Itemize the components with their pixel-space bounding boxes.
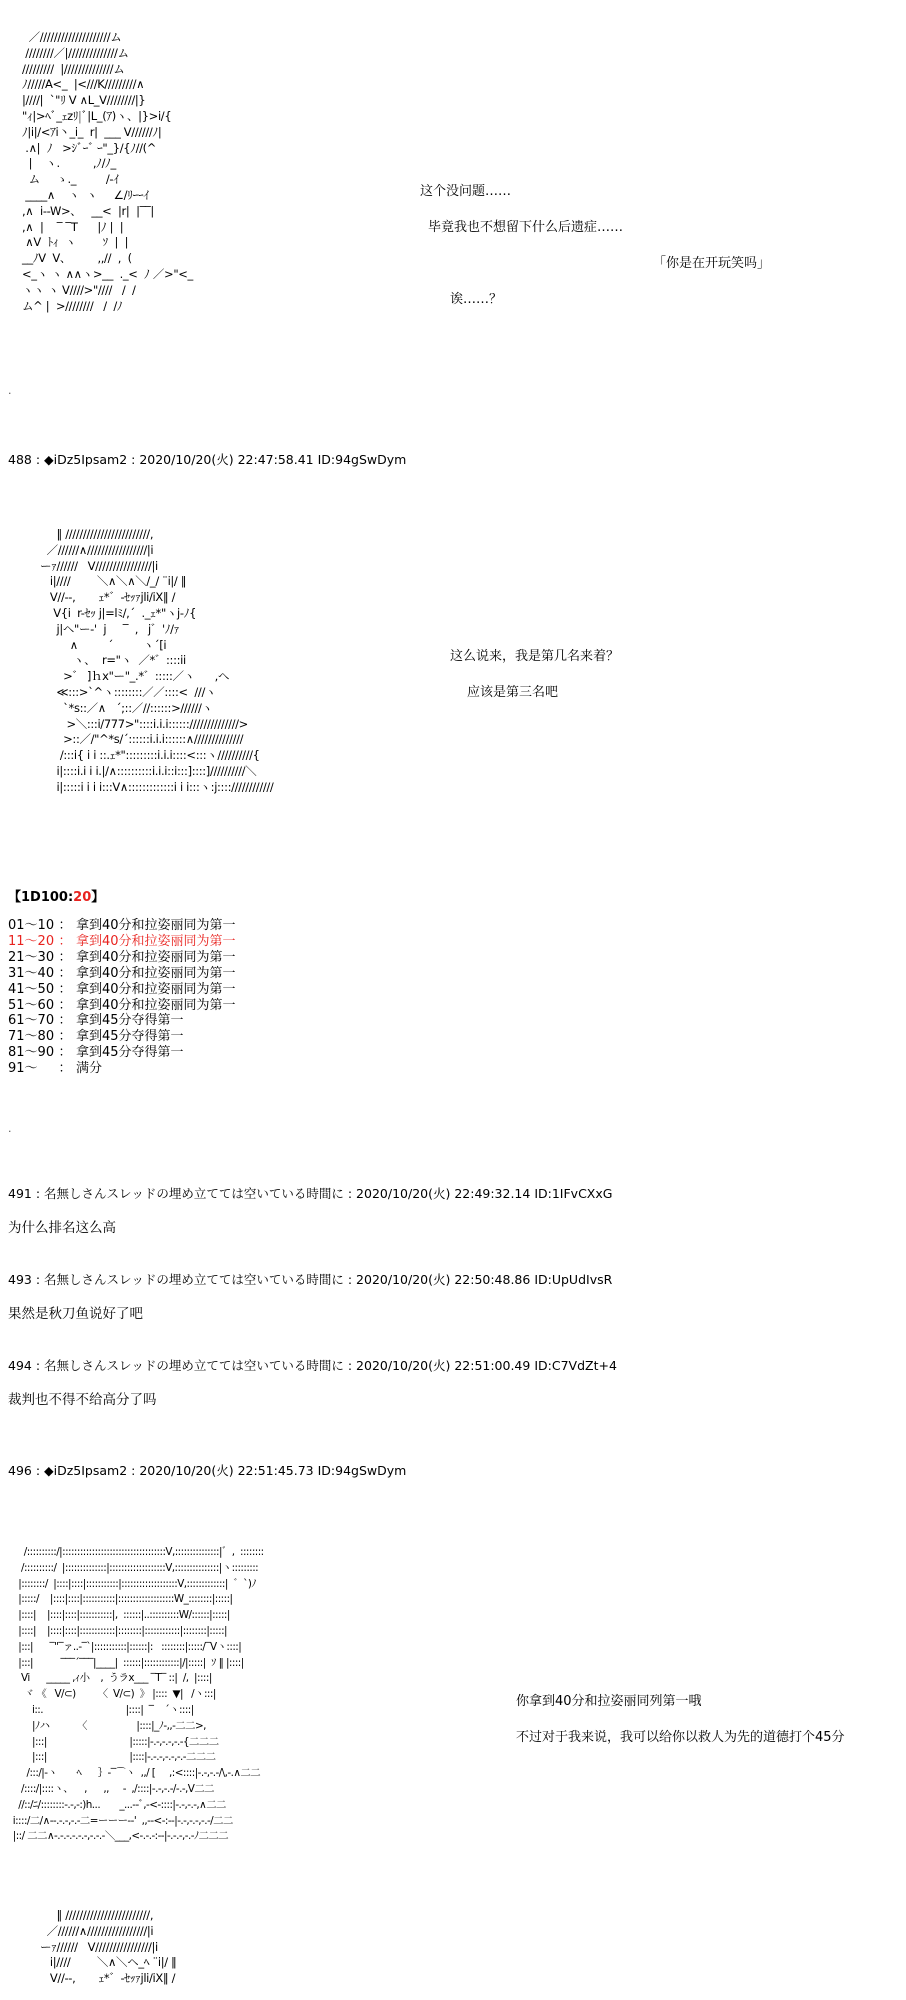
dice-range: 41〜50 (8, 981, 55, 997)
dice-range: 81〜90 (8, 1045, 55, 1061)
dice-range: 51〜60 (8, 997, 55, 1013)
dice-range: 61〜70 (8, 1013, 55, 1029)
post-header-488: 488 : ◆iDz5Ipsam2 : 2020/10/20(火) 22:47:58.41 ID:94gSwDym (8, 452, 407, 467)
dice-colon: ： (58, 1045, 72, 1061)
dice-outcome-row (8, 998, 236, 1014)
dialog-line: 诶……？ (450, 292, 503, 307)
dice-outcome-row (8, 1013, 236, 1029)
dice-colon: ： (58, 997, 72, 1013)
dice-colon: ： (58, 933, 72, 949)
dice-result-title: 【1D100:20】 (8, 890, 105, 905)
dialog-line: 应该是第三名吧 (467, 685, 559, 700)
dice-outcome-row (8, 966, 236, 982)
dice-range: 31〜40 (8, 965, 55, 981)
dialog-line: 毕竟我也不想留下什么后遗症…… (428, 220, 624, 235)
dice-range: 21〜30 (8, 949, 55, 965)
dice-result-value: 20 (73, 890, 92, 905)
dice-outcome-row (8, 1029, 236, 1045)
dialog-line: 你拿到40分和拉姿丽同列第一哦 (516, 1694, 702, 1709)
ascii-art-character-1: ／////////////////////ム ////////／|//////////////ム ///////// |//////////////ム ﾉ/////A<_ |<///K/////////∧ |////| `"ﾘ V ∧L_V////////|} "ｨ|>ﾍﾞ_ｪzﾘ|ﾞ|L_(ｱ)ヽ、|}>i/{ ﾉ|i|/<ｱi丶_i_ r| ___ V//////ﾉ| .∧| ﾉ >ｼﾞｰﾞ ｰ"_}/{ﾉ//(^ | ヽ. ,ﾉ/ﾉ_ ム ゝ._ /-ｲ ____∧ ヽ ヽ ∠/ﾘｰｰｲ ,∧ i--W>、 __< |r| |‾‾| ,∧ | ‾ ‾T |ﾉ | | ∧V ﾄｨ ヽ ｿ | | __ﾉV V、 ,,// , ( <_ヽ ヽ ∧∧ヽ>__ ._< ﾉ ／>"<_ ヽヽ ヽ V////>"//// / / ム^ | >//////// / /ﾉ (22, 30, 193, 313)
dice-colon: ： (58, 949, 72, 965)
dice-outcome-text: 拿到40分和拉姿丽同为第一 (76, 965, 236, 981)
dice-colon: ： (58, 1029, 72, 1045)
dice-colon: ： (58, 981, 72, 997)
post-body-494: 裁判也不得不给高分了吗 (8, 1392, 157, 1408)
post-header-494: 494 : 名無しさんスレッドの埋め立てては空いている時間に : 2020/10/20(火) 22:51:00.49 ID:C7VdZt+4 (8, 1358, 617, 1373)
post-body-493: 果然是秋刀鱼说好了吧 (8, 1306, 143, 1322)
dice-colon: ： (58, 1013, 72, 1029)
dice-outcome-text: 拿到40分和拉姿丽同为第一 (76, 933, 236, 949)
post-header-491: 491 : 名無しさんスレッドの埋め立てては空いている時間に : 2020/10/20(火) 22:49:32.14 ID:1IFvCXxG (8, 1186, 613, 1201)
post-body-491: 为什么排名这么高 (8, 1220, 116, 1236)
dice-outcome-text: 拿到40分和拉姿丽同为第一 (76, 981, 236, 997)
dice-outcome-table (8, 918, 236, 1077)
dice-range: 91〜 (8, 1061, 38, 1077)
dialog-line: 这个没问题…… (420, 184, 512, 199)
dice-outcome-row (8, 918, 236, 934)
dice-outcome-text: 满分 (76, 1061, 103, 1077)
dice-outcome-row (8, 982, 236, 998)
ascii-art-character-2: ‖ ////////////////////////, ／//////∧/////////////////|i ーｧ////// V////////////////|i i|//// ＼∧＼∧＼/_/ ¨i|/ ‖ V//--, ｪ*゛-ｾｯｧjli/iX‖ / V{i r-ｾｯ j|=lﾐ/,´ ._ｪ*"ヽj-ﾉ{ j|ヘ"ー-' j ‾ , j゛'ﾉ/ｧ ∧ ´ ヽ´[i ヽ、 r="ヽ ／*゛::::ii >゛ ]ｈx"ー"_.*゛:::::／ヽ ,へ ≪:::>`^ヽ::::::::／／::::< ///ヽ `*s::／∧ ´;::／//::::::>//////ヽ >＼:::i/777>"::::i.i.i:::::://////////////> >::／/"^*s/´::::::i.i.i::::::∧////////////// /:::i{ i i ::.ｪ*":::::::::i.i.i::::<:::ヽ//////////{ i|::::i.i i i.|/∧::::::::::i.i.i::i:::]::::]//////////＼ i|:::::i i i i:::V∧:::::::::::::i i i:::ヽ:j:::://////////// (40, 527, 274, 794)
ascii-art-character-4: ‖ ////////////////////////, ／//////∧/////////////////|i ーｧ////// V////////////////|i i|//// ＼∧＼ヘ_ﾍ ¨i|/ ‖ V//--, ｪ*゛-ｾｯｧjli/iX‖ / (40, 1908, 177, 1986)
ascii-art-character-3: /::::::::::/|:::::::::::::::::::::::::::::::::::V,:::::::::::::::|゛, :::::::: /::::::::::/ |::::::::::::::|:::::::::::::::::::V,:::::::::::::::|ヽ::::::::: |::::::::/ |::::|::::|:::::::::::|:::::::::::::::::::V,:::::::::::::| ゛`)ﾉ |:::::/ |::::|::::|:::::::::::|:::::::::::::::::::W_::::::::|:::::| |::::| |::::|::::|:::::::::::|, ::::::|..::::::::::W/::::::|:::::| |::::| |::::|::::|::::::::::::|::::::::|::::::::::::|::::::::|:::::| |:::| ‾"‾ァ..-‾`|:::::::::::|::::::|: ::::::::|:::::/‾Vヽ::::| |:::| ‾‾‾´‾‾‾|____| ::::::|::::::::::::|/|:::::| ｿ ‖ |::::| Vi _____ ,ｨ小 , うラx___ ‾T‾ ::| /, |::::| ヾ 《 V/⊂) 〈 V/⊂) 》 |:::: ▼| /ヽ:::| i::. |::::| ‾ ´ヽ::::| |ﾉハ 〈 |::::|_ﾉ-,,-二二>, |:::| |:::::|-.-,-.-,-.-{二二二 |:::| |::::|-.-.-,-.-,-.-二二二 /:::/|-ヽ ﾍ ｝-‾⌒ヽ ,,/ [ ,:<::::|-.-,-.-/\,-.∧二二 /::::/|::::ヽ、 , ,, ‐ ,/::::|-.-,-.-/-.-,V二二 //::/ﾆ/::::::::-.-,-:)h... _...--ﾞ,-<-::::|-.-,-.-,∧二二 i::::/二/∧--.-.-,-.-二=ーーー--' ,,--<-:--|-.-,-.-,-.-/二二 |::/ 二二∧-.-.-.-.-.-,-.-.-＼___,<-.-.-:--|-.-.-,-.-ﾉ二二二 (12, 1546, 264, 1843)
dice-colon: ： (58, 1061, 72, 1077)
dice-outcome-text: 拿到40分和拉姿丽同为第一 (76, 918, 236, 933)
post-header-493: 493 : 名無しさんスレッドの埋め立てては空いている時間に : 2020/10/20(火) 22:50:48.86 ID:UpUdIvsR (8, 1272, 613, 1287)
separator-dot: . (8, 1122, 12, 1135)
dice-colon: ： (58, 918, 72, 933)
dice-range: 01〜10 (8, 918, 55, 933)
dialog-line: 不过对于我来说，我可以给你以救人为先的道德打个45分 (516, 1730, 845, 1745)
dice-range: 11〜20 (8, 933, 55, 949)
dice-outcome-row (8, 934, 236, 950)
dialog-line: 「你是在开玩笑吗」 (653, 256, 771, 271)
dialog-line: 这么说来，我是第几名来着？ (450, 649, 620, 664)
dice-outcome-row (8, 950, 236, 966)
separator-dot: . (8, 384, 12, 397)
dice-outcome-row (8, 1045, 236, 1061)
dice-outcome-text: 拿到40分和拉姿丽同为第一 (76, 949, 236, 965)
dice-colon: ： (58, 965, 72, 981)
dice-range: 71〜80 (8, 1029, 55, 1045)
dice-outcome-text: 拿到40分和拉姿丽同为第一 (76, 997, 236, 1013)
dice-outcome-row (8, 1061, 236, 1077)
dice-outcome-text: 拿到45分夺得第一 (76, 1013, 184, 1029)
dice-outcome-text: 拿到45分夺得第一 (76, 1045, 184, 1061)
post-header-496: 496 : ◆iDz5Ipsam2 : 2020/10/20(火) 22:51:45.73 ID:94gSwDym (8, 1463, 407, 1478)
dice-outcome-text: 拿到45分夺得第一 (76, 1029, 184, 1045)
